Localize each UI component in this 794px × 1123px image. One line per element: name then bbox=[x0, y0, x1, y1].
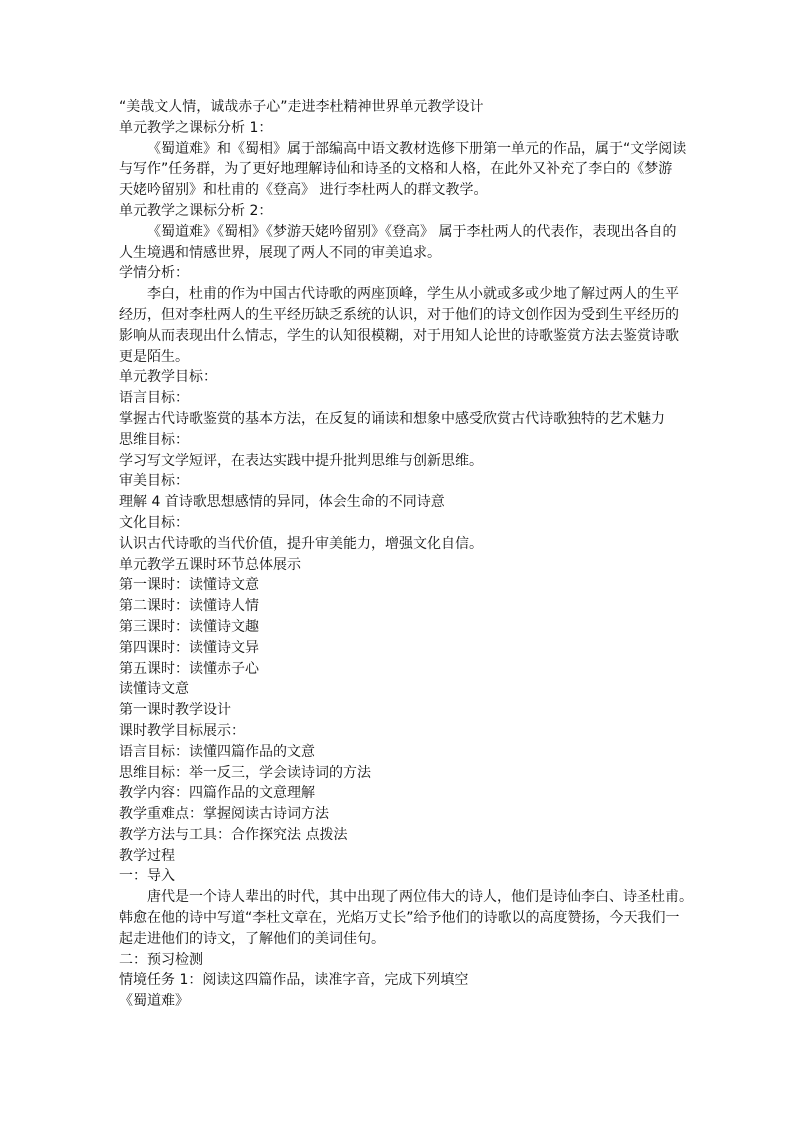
document-page bbox=[119, 97, 691, 1012]
document-line: 唐代是一个诗人辈出的时代，其中出现了两位伟大的诗人，他们是诗仙李白、诗圣杜甫。 bbox=[147, 889, 693, 906]
document-line: 李白，杜甫的作为中国古代诗歌的两座顶峰，学生从小就或多或少地了解过两人的生平 bbox=[147, 286, 679, 303]
document-line: 人生境遇和情感世界，展现了两人不同的审美追求。 bbox=[119, 244, 441, 261]
document-line: 第一课时教学设计 bbox=[119, 702, 231, 719]
document-line: 思维目标： bbox=[119, 431, 189, 448]
document-line: 第三课时：读懂诗文趣 bbox=[119, 618, 259, 635]
document-line: 文化目标： bbox=[119, 514, 189, 531]
document-line: 第二课时：读懂诗人情 bbox=[119, 598, 259, 615]
document-line: 语言目标： bbox=[119, 390, 189, 407]
document-line: 影响从而表现出什么情志，学生的认知很模糊，对于用知人论世的诗歌鉴赏方法去鉴赏诗歌 bbox=[119, 327, 679, 344]
document-line: 语言目标：读懂四篇作品的文意 bbox=[119, 743, 315, 760]
document-line: 学情分析： bbox=[119, 265, 189, 282]
document-line: 掌握古代诗歌鉴赏的基本方法，在反复的诵读和想象中感受欣赏古代诗歌独特的艺术魅力 bbox=[119, 410, 665, 427]
document-line: 二：预习检测 bbox=[119, 951, 203, 968]
document-line: 单元教学五课时环节总体展示 bbox=[119, 556, 301, 573]
document-line: 韩愈在他的诗中写道“李杜文章在，光焰万丈长”给予他们的诗歌以的高度赞扬，今天我们一 bbox=[119, 910, 680, 927]
document-line: 单元教学之课标分析 1： bbox=[119, 119, 273, 136]
document-line: 第五课时：读懂赤子心 bbox=[119, 660, 259, 677]
document-line: 读懂诗文意 bbox=[119, 681, 189, 698]
document-line: 《蜀道难》和《蜀相》属于部编高中语文教材选修下册第一单元的作品，属于“文学阅读 bbox=[147, 140, 687, 157]
document-line: 经历，但对李杜两人的生平经历缺乏系统的认识，对于他们的诗文创作因为受到生平经历的 bbox=[119, 306, 679, 323]
document-line: 起走进他们的诗文，了解他们的美词佳句。 bbox=[119, 930, 385, 947]
document-line: 第四课时：读懂诗文异 bbox=[119, 639, 259, 656]
document-line: 更是陌生。 bbox=[119, 348, 189, 365]
document-line: 情境任务 1：阅读这四篇作品，读准字音，完成下列填空 bbox=[119, 972, 469, 989]
document-line: “美哉文人情，诚哉赤子心”走进李杜精神世界单元教学设计 bbox=[119, 99, 484, 115]
document-line: 单元教学之课标分析 2： bbox=[119, 202, 273, 219]
document-line: 教学内容：四篇作品的文意理解 bbox=[119, 785, 315, 802]
document-line: 课时教学目标展示： bbox=[119, 722, 245, 739]
document-line: 教学过程 bbox=[119, 847, 175, 864]
document-line: 天姥吟留别》和杜甫的《登高》 进行李杜两人的群文教学。 bbox=[119, 182, 488, 199]
document-line: 《蜀道难》 bbox=[119, 993, 189, 1010]
document-line: 教学方法与工具：合作探究法 点拨法 bbox=[119, 826, 348, 843]
document-line: 理解 4 首诗歌思想感情的异同，体会生命的不同诗意 bbox=[119, 494, 445, 511]
document-line: 单元教学目标： bbox=[119, 369, 217, 386]
document-line: 认识古代诗歌的当代价值，提升审美能力，增强文化自信。 bbox=[119, 535, 483, 552]
document-line: 第一课时：读懂诗文意 bbox=[119, 577, 259, 594]
document-line: 教学重难点：掌握阅读古诗词方法 bbox=[119, 806, 329, 823]
document-line: 一：导入 bbox=[119, 868, 175, 885]
document-line: 学习写文学短评，在表达实践中提升批判思维与创新思维。 bbox=[119, 452, 483, 469]
document-line: 审美目标： bbox=[119, 473, 189, 490]
document-line: 思维目标：举一反三，学会读诗词的方法 bbox=[119, 764, 371, 781]
document-line: 《蜀道难》《蜀相》《梦游天姥吟留别》《登高》 属于李杜两人的代表作，表现出各自的 bbox=[147, 223, 677, 240]
document-line: 与写作”任务群，为了更好地理解诗仙和诗圣的文格和人格，在此外又补充了李白的《梦游 bbox=[119, 161, 673, 178]
